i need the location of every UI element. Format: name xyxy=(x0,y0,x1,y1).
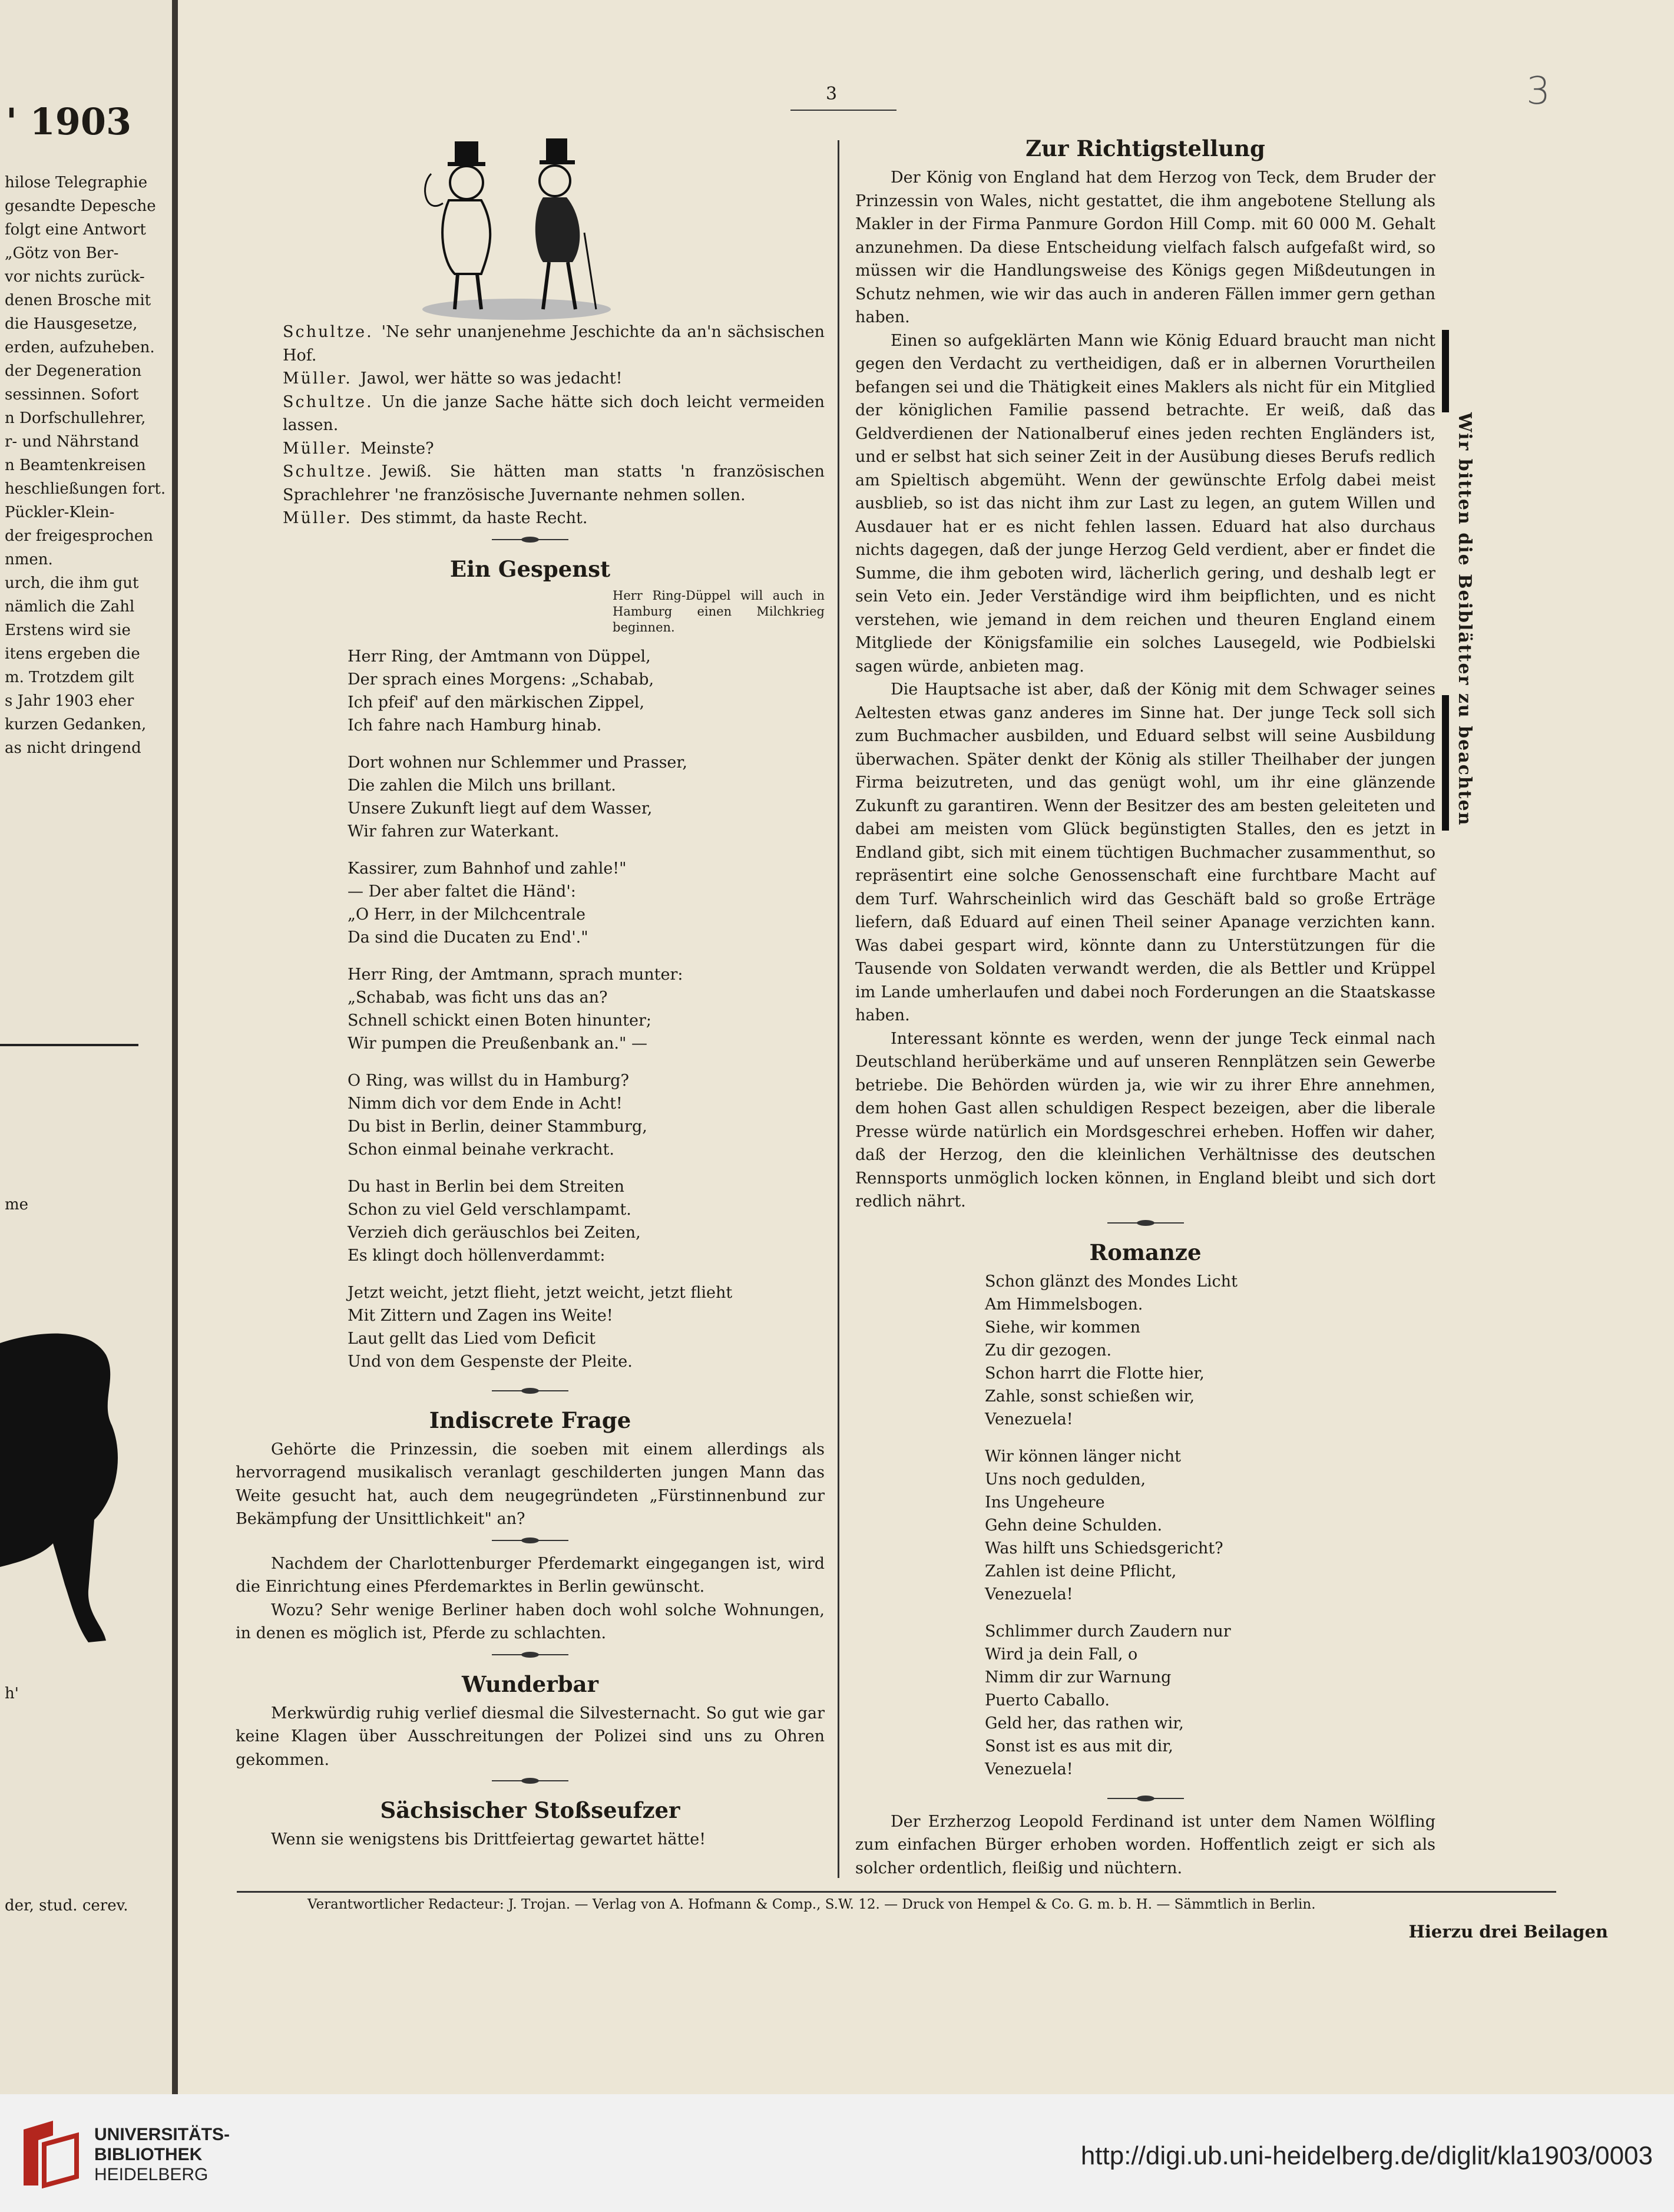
poem-line: Da sind die Ducaten zu End'." xyxy=(348,928,588,947)
poem-line: Venezuela! xyxy=(985,1585,1073,1603)
viewer-footer-bar xyxy=(0,2094,1674,2212)
poem-line: Es klingt doch höllenverdammt: xyxy=(348,1246,606,1265)
poem-line: Schnell schickt einen Boten hinunter; xyxy=(348,1011,652,1030)
dialogue-line xyxy=(283,437,825,461)
poem-line: Siehe, wir kommen xyxy=(985,1318,1141,1337)
poem-gespenst xyxy=(236,645,825,1373)
poem-line: Du hast in Berlin bei dem Streiten xyxy=(348,1177,624,1196)
article-title-stossseufzer: Sächsischer Stoßseufzer xyxy=(380,1797,680,1823)
dialogue-line xyxy=(283,320,825,367)
poem-line: Schon harrt die Flotte hier, xyxy=(985,1364,1205,1383)
pferdemarkt-paragraph-1: Nachdem der Charlottenburger Pferdemarkt eingegangen ist, wird die Einrichtung eines Pferdemarktes in Berlin gewünscht. xyxy=(236,1554,825,1596)
fragment-line: folgt eine Antwort xyxy=(5,221,146,239)
poem-line: Sonst ist es aus mit dir, xyxy=(985,1737,1173,1755)
poem-line: Der sprach eines Morgens: „Schabab, xyxy=(348,670,654,689)
fragment-line: die Hausgesetze, xyxy=(5,315,138,333)
poem-line: Schon zu viel Geld verschlampamt. xyxy=(348,1200,631,1219)
fragment-h: h' xyxy=(5,1685,19,1702)
poem-line: Geld her, das rathen wir, xyxy=(985,1714,1184,1732)
fragment-me: me xyxy=(5,1196,29,1214)
article-title-richtig: Zur Richtigstellung xyxy=(1025,135,1265,161)
article-paragraph: Die Hauptsache ist aber, daß der König mit dem Schwager seines Aeltesten etwas ganz anderes im Sinne hat. Der junge Teck soll sich zum Buchmacher ausbilden, und Eduard selbst will seine Ausbildung überwachen. Später denkt der König als stiller Theilhaber der jungen Firma beizutreten, und das genügt wohl, um ihr eine glänzende Zukunft zu garantiren. Wenn der Besitzer des am besten geleiteten und dabei am meisten vom Glück begünstigten Stalles, den es jetzt in Endland gibt, sich mit einem tüchtigen Buchmacher zusammenthut, so repräsentirt eine solche Genossenschaft eine furchtbare Macht auf dem Turf. Wahrscheinlich wird das Geschäft bald so große Erträge liefern, daß Eduard auf einen Theil seiner Apanage verzichten kann. Was dabei gespart wird, könnte dann zu Unterstützungen für die Tausende von Soldaten verwandt werden, die als Bettler und Krüppel im Lande umherlaufen und dabei noch Forderungen an die Staatskasse haben. xyxy=(855,680,1435,1024)
poem-line: Wir fahren zur Waterkant. xyxy=(348,822,560,841)
poem-line: „Schabab, was ficht uns das an? xyxy=(348,988,608,1007)
speaker: Schultze. xyxy=(283,323,373,341)
header-rule xyxy=(790,110,896,111)
fragment-line: heschließungen fort. xyxy=(5,480,166,498)
divider xyxy=(0,1044,138,1046)
fragment-line: nmen. xyxy=(5,551,53,568)
poem-line: Venezuela! xyxy=(985,1760,1073,1778)
poem-line: O Ring, was willst du in Hamburg? xyxy=(348,1071,629,1090)
newspaper-page xyxy=(178,0,1674,2094)
poem-stanza xyxy=(985,1270,1435,1431)
page-number: 3 xyxy=(826,84,838,104)
article-title-gespenst: Ein Gespenst xyxy=(449,556,611,582)
fragment-line: r- und Nährstand xyxy=(5,433,139,451)
speaker: Schultze. xyxy=(283,462,373,481)
article-text-wunderbar: Merkwürdig ruhig verlief diesmal die Silvesternacht. So gut wie gar keine Klagen über Ausschreitungen der Polizei sind uns zu Ohren gekommen. xyxy=(236,1704,825,1769)
poem-stanza xyxy=(348,751,825,843)
article-paragraph: Der König von England hat dem Herzog von Teck, dem Bruder der Prinzessin von Wales, nicht gestattet, die ihm angebotene Stellung als Makler in der Firma Panmure Gordon Hill Comp. mit 60 000 M. Gehalt anzunehmen. Da diese Entscheidung vielfach falsch aufgefaßt wird, so müssen wir die Handlungsweise des Königs gegen Mißdeutungen in Schutz nehmen, wie wir das auch in anderen Fällen immer gern gethan haben. xyxy=(855,168,1435,326)
poem-line: Nimm dich vor dem Ende in Acht! xyxy=(348,1094,623,1113)
fragment-line: Pückler-Klein- xyxy=(5,504,115,521)
left-column xyxy=(236,320,825,1851)
fragment-stud: der, stud. cerev. xyxy=(5,1897,128,1915)
poem-line: Zahle, sonst schießen wir, xyxy=(985,1387,1195,1406)
article-title-wunderbar: Wunderbar xyxy=(461,1671,599,1697)
poem-line: Kassirer, zum Bahnhof und zahle!" xyxy=(348,859,627,878)
poem-line: Ins Ungeheure xyxy=(985,1493,1105,1512)
poem-line: Wir können länger nicht xyxy=(985,1447,1182,1466)
poem-line: Puerto Caballo. xyxy=(985,1691,1110,1710)
poem-line: Dort wohnen nur Schlemmer und Prasser, xyxy=(348,753,687,772)
poem-line: Schon glänzt des Mondes Licht xyxy=(985,1272,1238,1291)
library-line-3: HEIDELBERG xyxy=(94,2165,209,2184)
poem-line: Was hilft uns Schiedsgericht? xyxy=(985,1539,1223,1558)
poem-line: Jetzt weicht, jetzt flieht, jetzt weicht, jetzt flieht xyxy=(348,1283,733,1302)
fragment-line: nämlich die Zahl xyxy=(5,598,135,616)
speaker: Schultze. xyxy=(283,392,373,411)
right-column xyxy=(855,131,1435,1880)
fragment-line: gesandte Depesche xyxy=(5,197,156,215)
footer-rule xyxy=(237,1891,1556,1893)
ornament-divider xyxy=(492,1777,568,1784)
article-erzherzog: Der Erzherzog Leopold Ferdinand ist unter dem Namen Wölfling zum einfachen Bürger erhoben worden. Hoffentlich zeigt er sich als solcher ordentlich, fleißig und nüchtern. xyxy=(855,1812,1435,1877)
poem-stanza xyxy=(348,963,825,1055)
ornament-divider xyxy=(492,536,568,543)
poem-stanza xyxy=(348,857,825,949)
fragment-line: as nicht dringend xyxy=(5,739,141,757)
supplements-note: Hierzu drei Beilagen xyxy=(1408,1922,1608,1942)
poem-line: Wir pumpen die Preußenbank an." — xyxy=(348,1034,648,1053)
ornament-divider xyxy=(1107,1795,1184,1802)
dialogue-text: Des stimmt, da haste Recht. xyxy=(360,509,588,527)
fragment-line: der Degeneration xyxy=(5,362,142,380)
column-divider xyxy=(838,140,839,1878)
poem-stanza xyxy=(348,1175,825,1267)
year-fragment: ' 1903 xyxy=(6,100,132,143)
previous-page-fragment xyxy=(0,0,172,2094)
vertical-notice xyxy=(1449,412,1484,836)
poem-line: Ich fahre nach Hamburg hinab. xyxy=(348,716,602,735)
dialogue-block xyxy=(283,320,825,530)
article-paragraph: Einen so aufgeklärten Mann wie König Eduard braucht man nicht gegen den Verdacht zu vertheidigen, daß er in albernen Vorurtheilen befangen sei und die Thätigkeit eines Maklers als nicht für ein Mitglied der königlichen Familie passend betrachte. Er weiß, daß das Geldverdienen der Nationalberuf eines jeden rechten Engländers ist, und er selbst hat sich seiner Zeit in der Ausübung dieses Berufs redlich am Spieltisch abgemüht. Wenn der gewünschte Erfolg dabei meist ausblieb, so ist das nicht ihm zur Last zu legen, an gutem Willen und Ausdauer hat er es nicht fehlen lassen. Eduard hat also durchaus nichts dagegen, daß der junge Herzog Geld verdient, aber er findet die Summe, die ihm geboten wird, lächerlich gering, und deshalb legt er sein Veto ein. Jeder Verständige wird ihm beipflichten, und es nicht verstehen, wie jemand in dem reichen und theuren England einem Mitgliede der Königsfamilie ein solches Lausegeld, wie Podbielski sagen würde, anbieten mag. xyxy=(855,331,1435,676)
black-bar xyxy=(1442,695,1449,831)
library-line-2: BIBLIOTHEK xyxy=(94,2145,203,2164)
poem-line: Zu dir gezogen. xyxy=(985,1341,1112,1360)
poem-line: Gehn deine Schulden. xyxy=(985,1516,1163,1535)
poem-line: Mit Zittern und Zagen ins Weite! xyxy=(348,1306,613,1325)
dialogue-text: Un die janze Sache hätte sich doch leicht vermeiden lassen. xyxy=(283,392,825,434)
dialogue-text: Jewiß. Sie hätten man statts 'n französischen Sprachlehrer 'ne französische Juvernante nehmen sollen. xyxy=(283,462,825,504)
article-text-indiscrete: Gehörte die Prinzessin, die soeben mit einem allerdings als hervorragend musikalisch veranlagt geschilderten jungen Mann das Weite gesucht hat, auch dem neugegründeten „Fürstinnenbund zur Bekämpfung der Unsittlichkeit" an? xyxy=(236,1440,825,1528)
poem-line: Herr Ring, der Amtmann von Düppel, xyxy=(348,647,651,666)
poem-line: Am Himmelsbogen. xyxy=(985,1295,1143,1314)
fragment-line: urch, die ihm gut xyxy=(5,574,139,592)
speaker: Müller. xyxy=(283,439,352,458)
article-title-indiscrete: Indiscrete Frage xyxy=(429,1407,631,1433)
poem-line: Schlimmer durch Zaudern nur xyxy=(985,1622,1231,1641)
fragment-line: vor nichts zurück- xyxy=(5,268,145,286)
fragment-line: denen Brosche mit xyxy=(5,292,151,309)
poem-line: Unsere Zukunft liegt auf dem Wasser, xyxy=(348,799,653,818)
article-richtig xyxy=(855,166,1435,1214)
poem-line: Laut gellt das Lied vom Deficit xyxy=(348,1329,596,1348)
poem-line: Ich pfeif' auf den märkischen Zippel, xyxy=(348,693,645,712)
vertical-notice-text: Wir bitten die Beiblätter zu beachten xyxy=(1454,412,1475,826)
ornament-divider xyxy=(492,1651,568,1658)
cat-illustration xyxy=(0,1320,130,1649)
poem-romanze xyxy=(902,1270,1435,1781)
dialogue-line xyxy=(283,391,825,437)
poem-line: Verzieh dich geräuschlos bei Zeiten, xyxy=(348,1223,641,1242)
fragment-line: kurzen Gedanken, xyxy=(5,716,147,733)
dialogue-text: 'Ne sehr unanjenehme Jeschichte da an'n sächsischen Hof. xyxy=(283,323,825,365)
fragment-line: n Dorfschullehrer, xyxy=(5,409,146,427)
ornament-divider xyxy=(492,1387,568,1394)
poem-line: Und von dem Gespenste der Pleite. xyxy=(348,1352,633,1371)
dialogue-text: Meinste? xyxy=(360,439,434,458)
document-url-link[interactable]: http://digi.ub.uni-heidelberg.de/diglit/kla1903/0003 xyxy=(1080,2141,1653,2170)
poem-line: Die zahlen die Milch uns brillant. xyxy=(348,776,616,795)
poem-line: Du bist in Berlin, deiner Stammburg, xyxy=(348,1117,647,1136)
poem-line: Wird ja dein Fall, o xyxy=(985,1645,1138,1664)
dialogue-text: Jawol, wer hätte so was jedacht! xyxy=(360,369,623,388)
fragment-line: Erstens wird sie xyxy=(5,621,131,639)
article-paragraph: Interessant könnte es werden, wenn der junge Teck einmal nach Deutschland herüberkäme und auf unseren Rennplätzen sein Gewerbe betriebe. Die Behörden würden ja, wie wir zu ihrer Ehre annehmen, dem hohen Gast allen schuldigen Respect bezeigen, aber die liberale Presse würde natürlich ein Mordsgeschrei erheben. Hoffen wir daher, daß der Herzog, den die kleinlichen Verhältnisse des deutschen Rennsports unmöglich locken können, in England bleibt und sich dort redlich nährt. xyxy=(855,1029,1435,1211)
ornament-divider xyxy=(1107,1219,1184,1226)
fragment-line: erden, aufzuheben. xyxy=(5,339,155,356)
fragment-line: s Jahr 1903 eher xyxy=(5,692,134,710)
fragment-line: der freigesprochen xyxy=(5,527,154,545)
pferdemarkt-paragraph-2: Wozu? Sehr wenige Berliner haben doch wohl solche Wohnungen, in denen es möglich ist, Pferde zu schlachten. xyxy=(236,1601,825,1642)
fragment-line: n Beamtenkreisen xyxy=(5,457,146,474)
fragment-line: sessinnen. Sofort xyxy=(5,386,139,404)
handwritten-page-mark: 3 xyxy=(1526,70,1550,113)
left-text-fragment xyxy=(5,171,170,760)
university-logo-icon[interactable] xyxy=(18,2118,82,2188)
fragment-line: hilose Telegraphie xyxy=(5,174,148,191)
ornament-divider xyxy=(492,1537,568,1544)
poem-stanza xyxy=(348,1281,825,1373)
article-title-romanze: Romanze xyxy=(1089,1239,1202,1265)
poem-stanza xyxy=(985,1445,1435,1606)
poem-line: Nimm dir zur Warnung xyxy=(985,1668,1172,1687)
poem-line: Schon einmal beinahe verkracht. xyxy=(348,1140,614,1159)
article-note: Herr Ring-Düppel will auch in Hamburg einen Milchkrieg beginnen. xyxy=(613,588,825,634)
black-bar xyxy=(1442,330,1449,412)
poem-stanza xyxy=(348,645,825,737)
poem-stanza xyxy=(348,1069,825,1161)
fragment-line: „Götz von Ber- xyxy=(5,244,119,262)
dialogue-line xyxy=(283,460,825,507)
cartoon-illustration xyxy=(408,133,643,327)
poem-line: Herr Ring, der Amtmann, sprach munter: xyxy=(348,965,683,984)
poem-stanza xyxy=(985,1620,1435,1781)
page-gutter xyxy=(172,0,178,2094)
fragment-line: itens ergeben die xyxy=(5,645,140,663)
article-text-stossseufzer: Wenn sie wenigstens bis Drittfeiertag gewartet hätte! xyxy=(271,1830,706,1849)
speaker: Müller. xyxy=(283,369,352,388)
poem-line: Uns noch gedulden, xyxy=(985,1470,1146,1489)
library-line-1: UNIVERSITÄTS- xyxy=(94,2125,230,2144)
dialogue-line xyxy=(283,367,825,391)
library-name[interactable] xyxy=(94,2125,230,2185)
poem-line: Venezuela! xyxy=(985,1410,1073,1429)
speaker: Müller. xyxy=(283,509,352,527)
poem-line: „O Herr, in der Milchcentrale xyxy=(348,905,585,924)
poem-line: — Der aber faltet die Händ': xyxy=(348,882,576,901)
dialogue-line xyxy=(283,507,825,530)
poem-line: Zahlen ist deine Pflicht, xyxy=(985,1562,1177,1581)
fragment-line: m. Trotzdem gilt xyxy=(5,669,134,686)
imprint-footer: Verantwortlicher Redacteur: J. Trojan. — Verlag von A. Hofmann & Comp., S.W. 12. — Druck von Hempel & Co. G. m. b. H. — Sämmtlich in Berlin. xyxy=(307,1897,1316,1912)
